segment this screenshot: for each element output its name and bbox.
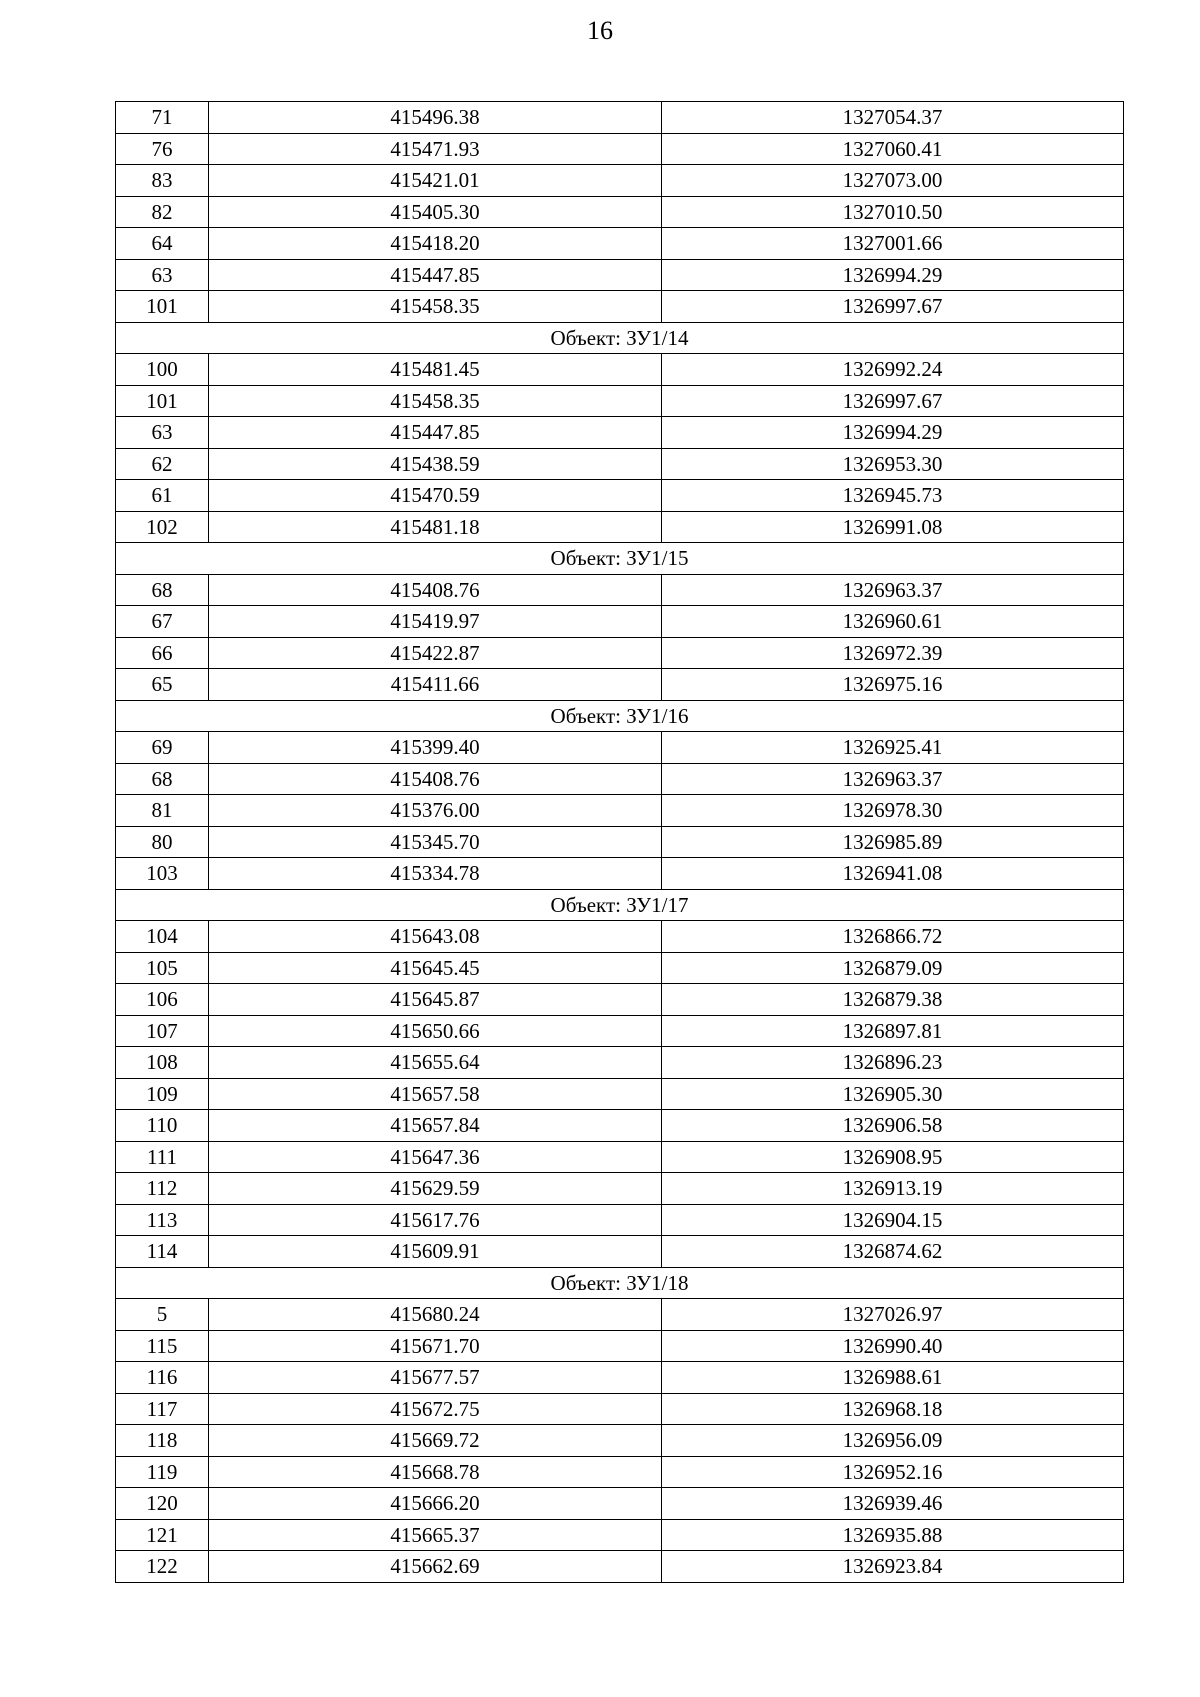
x-coordinate-cell: 415438.59 [209, 448, 662, 480]
x-coordinate-cell: 415609.91 [209, 1236, 662, 1268]
x-coordinate-cell: 415408.76 [209, 574, 662, 606]
y-coordinate-cell: 1326904.15 [662, 1204, 1124, 1236]
point-number-cell: 116 [116, 1362, 209, 1394]
point-number-cell: 101 [116, 291, 209, 323]
x-coordinate-cell: 415411.66 [209, 669, 662, 701]
y-coordinate-cell: 1326988.61 [662, 1362, 1124, 1394]
point-number-cell: 110 [116, 1110, 209, 1142]
point-number-cell: 63 [116, 417, 209, 449]
x-coordinate-cell: 415668.78 [209, 1456, 662, 1488]
point-number-cell: 102 [116, 511, 209, 543]
y-coordinate-cell: 1326972.39 [662, 637, 1124, 669]
point-number-cell: 71 [116, 102, 209, 134]
point-number-cell: 112 [116, 1173, 209, 1205]
y-coordinate-cell: 1326985.89 [662, 826, 1124, 858]
x-coordinate-cell: 415657.58 [209, 1078, 662, 1110]
x-coordinate-cell: 415481.45 [209, 354, 662, 386]
y-coordinate-cell: 1326994.29 [662, 259, 1124, 291]
point-number-cell: 68 [116, 763, 209, 795]
x-coordinate-cell: 415650.66 [209, 1015, 662, 1047]
y-coordinate-cell: 1327060.41 [662, 133, 1124, 165]
y-coordinate-cell: 1326923.84 [662, 1551, 1124, 1583]
table-row [116, 1362, 1124, 1394]
point-number-cell: 117 [116, 1393, 209, 1425]
y-coordinate-cell: 1326990.40 [662, 1330, 1124, 1362]
x-coordinate-cell: 415662.69 [209, 1551, 662, 1583]
table-row [116, 259, 1124, 291]
x-coordinate-cell: 415376.00 [209, 795, 662, 827]
x-coordinate-cell: 415471.93 [209, 133, 662, 165]
y-coordinate-cell: 1326953.30 [662, 448, 1124, 480]
y-coordinate-cell: 1326952.16 [662, 1456, 1124, 1488]
section-header-row [116, 1267, 1124, 1299]
point-number-cell: 121 [116, 1519, 209, 1551]
y-coordinate-cell: 1326879.38 [662, 984, 1124, 1016]
table-row [116, 1015, 1124, 1047]
y-coordinate-cell: 1326866.72 [662, 921, 1124, 953]
point-number-cell: 118 [116, 1425, 209, 1457]
x-coordinate-cell: 415645.45 [209, 952, 662, 984]
point-number-cell: 113 [116, 1204, 209, 1236]
table-row [116, 637, 1124, 669]
x-coordinate-cell: 415481.18 [209, 511, 662, 543]
y-coordinate-cell: 1326941.08 [662, 858, 1124, 890]
point-number-cell: 80 [116, 826, 209, 858]
x-coordinate-cell: 415399.40 [209, 732, 662, 764]
x-coordinate-cell: 415669.72 [209, 1425, 662, 1457]
y-coordinate-cell: 1326874.62 [662, 1236, 1124, 1268]
table-row [116, 921, 1124, 953]
point-number-cell: 109 [116, 1078, 209, 1110]
table-row [116, 1488, 1124, 1520]
y-coordinate-cell: 1326975.16 [662, 669, 1124, 701]
section-header: Объект: ЗУ1/17 [116, 889, 1124, 921]
table-row [116, 165, 1124, 197]
table-row [116, 952, 1124, 984]
y-coordinate-cell: 1326997.67 [662, 385, 1124, 417]
table-row [116, 196, 1124, 228]
y-coordinate-cell: 1327073.00 [662, 165, 1124, 197]
y-coordinate-cell: 1326908.95 [662, 1141, 1124, 1173]
table-row [116, 417, 1124, 449]
table-row [116, 732, 1124, 764]
point-number-cell: 83 [116, 165, 209, 197]
table-row [116, 1236, 1124, 1268]
x-coordinate-cell: 415334.78 [209, 858, 662, 890]
coordinates-table [115, 101, 1124, 1583]
y-coordinate-cell: 1326945.73 [662, 480, 1124, 512]
y-coordinate-cell: 1326925.41 [662, 732, 1124, 764]
x-coordinate-cell: 415458.35 [209, 385, 662, 417]
point-number-cell: 65 [116, 669, 209, 701]
point-number-cell: 61 [116, 480, 209, 512]
table-row [116, 1425, 1124, 1457]
x-coordinate-cell: 415345.70 [209, 826, 662, 858]
y-coordinate-cell: 1326992.24 [662, 354, 1124, 386]
point-number-cell: 76 [116, 133, 209, 165]
table-row [116, 385, 1124, 417]
y-coordinate-cell: 1326897.81 [662, 1015, 1124, 1047]
table-row [116, 1519, 1124, 1551]
y-coordinate-cell: 1326939.46 [662, 1488, 1124, 1520]
x-coordinate-cell: 415422.87 [209, 637, 662, 669]
table-row [116, 1456, 1124, 1488]
x-coordinate-cell: 415672.75 [209, 1393, 662, 1425]
y-coordinate-cell: 1327010.50 [662, 196, 1124, 228]
table-row [116, 795, 1124, 827]
x-coordinate-cell: 415458.35 [209, 291, 662, 323]
point-number-cell: 66 [116, 637, 209, 669]
point-number-cell: 101 [116, 385, 209, 417]
section-header: Объект: ЗУ1/15 [116, 543, 1124, 575]
y-coordinate-cell: 1326968.18 [662, 1393, 1124, 1425]
x-coordinate-cell: 415671.70 [209, 1330, 662, 1362]
x-coordinate-cell: 415405.30 [209, 196, 662, 228]
table-row [116, 133, 1124, 165]
table-row [116, 1047, 1124, 1079]
table-row [116, 858, 1124, 890]
point-number-cell: 104 [116, 921, 209, 953]
section-header-row [116, 322, 1124, 354]
x-coordinate-cell: 415655.64 [209, 1047, 662, 1079]
section-header: Объект: ЗУ1/16 [116, 700, 1124, 732]
y-coordinate-cell: 1326935.88 [662, 1519, 1124, 1551]
x-coordinate-cell: 415677.57 [209, 1362, 662, 1394]
table-row [116, 228, 1124, 260]
table-row [116, 1330, 1124, 1362]
x-coordinate-cell: 415645.87 [209, 984, 662, 1016]
table-row [116, 102, 1124, 134]
table-row [116, 763, 1124, 795]
table-row [116, 826, 1124, 858]
y-coordinate-cell: 1326906.58 [662, 1110, 1124, 1142]
point-number-cell: 122 [116, 1551, 209, 1583]
section-header-row [116, 700, 1124, 732]
point-number-cell: 119 [116, 1456, 209, 1488]
point-number-cell: 62 [116, 448, 209, 480]
y-coordinate-cell: 1326913.19 [662, 1173, 1124, 1205]
y-coordinate-cell: 1327026.97 [662, 1299, 1124, 1331]
point-number-cell: 115 [116, 1330, 209, 1362]
point-number-cell: 81 [116, 795, 209, 827]
table-row [116, 1299, 1124, 1331]
y-coordinate-cell: 1326956.09 [662, 1425, 1124, 1457]
x-coordinate-cell: 415657.84 [209, 1110, 662, 1142]
section-header: Объект: ЗУ1/14 [116, 322, 1124, 354]
x-coordinate-cell: 415680.24 [209, 1299, 662, 1331]
table-row [116, 1204, 1124, 1236]
point-number-cell: 114 [116, 1236, 209, 1268]
table-row [116, 669, 1124, 701]
x-coordinate-cell: 415496.38 [209, 102, 662, 134]
x-coordinate-cell: 415617.76 [209, 1204, 662, 1236]
y-coordinate-cell: 1326994.29 [662, 417, 1124, 449]
table-row [116, 1551, 1124, 1583]
x-coordinate-cell: 415421.01 [209, 165, 662, 197]
point-number-cell: 5 [116, 1299, 209, 1331]
table-row [116, 1110, 1124, 1142]
point-number-cell: 103 [116, 858, 209, 890]
x-coordinate-cell: 415419.97 [209, 606, 662, 638]
point-number-cell: 106 [116, 984, 209, 1016]
table-row [116, 1393, 1124, 1425]
y-coordinate-cell: 1326960.61 [662, 606, 1124, 638]
point-number-cell: 67 [116, 606, 209, 638]
point-number-cell: 108 [116, 1047, 209, 1079]
y-coordinate-cell: 1326991.08 [662, 511, 1124, 543]
x-coordinate-cell: 415643.08 [209, 921, 662, 953]
table-row [116, 291, 1124, 323]
x-coordinate-cell: 415408.76 [209, 763, 662, 795]
point-number-cell: 120 [116, 1488, 209, 1520]
coordinates-table-body [116, 102, 1124, 1583]
point-number-cell: 111 [116, 1141, 209, 1173]
table-row [116, 1173, 1124, 1205]
table-row [116, 511, 1124, 543]
x-coordinate-cell: 415470.59 [209, 480, 662, 512]
table-row [116, 354, 1124, 386]
point-number-cell: 100 [116, 354, 209, 386]
x-coordinate-cell: 415447.85 [209, 259, 662, 291]
x-coordinate-cell: 415629.59 [209, 1173, 662, 1205]
point-number-cell: 82 [116, 196, 209, 228]
table-row [116, 1141, 1124, 1173]
point-number-cell: 105 [116, 952, 209, 984]
y-coordinate-cell: 1326963.37 [662, 574, 1124, 606]
x-coordinate-cell: 415418.20 [209, 228, 662, 260]
y-coordinate-cell: 1326879.09 [662, 952, 1124, 984]
point-number-cell: 107 [116, 1015, 209, 1047]
point-number-cell: 68 [116, 574, 209, 606]
x-coordinate-cell: 415665.37 [209, 1519, 662, 1551]
y-coordinate-cell: 1326963.37 [662, 763, 1124, 795]
x-coordinate-cell: 415666.20 [209, 1488, 662, 1520]
table-row [116, 984, 1124, 1016]
point-number-cell: 63 [116, 259, 209, 291]
y-coordinate-cell: 1326896.23 [662, 1047, 1124, 1079]
section-header: Объект: ЗУ1/18 [116, 1267, 1124, 1299]
table-row [116, 574, 1124, 606]
table-row [116, 448, 1124, 480]
table-row [116, 1078, 1124, 1110]
y-coordinate-cell: 1326905.30 [662, 1078, 1124, 1110]
y-coordinate-cell: 1326997.67 [662, 291, 1124, 323]
table-row [116, 480, 1124, 512]
y-coordinate-cell: 1327001.66 [662, 228, 1124, 260]
point-number-cell: 69 [116, 732, 209, 764]
section-header-row [116, 889, 1124, 921]
y-coordinate-cell: 1326978.30 [662, 795, 1124, 827]
point-number-cell: 64 [116, 228, 209, 260]
x-coordinate-cell: 415447.85 [209, 417, 662, 449]
y-coordinate-cell: 1327054.37 [662, 102, 1124, 134]
table-row [116, 606, 1124, 638]
page-number: 16 [587, 16, 613, 45]
section-header-row [116, 543, 1124, 575]
x-coordinate-cell: 415647.36 [209, 1141, 662, 1173]
